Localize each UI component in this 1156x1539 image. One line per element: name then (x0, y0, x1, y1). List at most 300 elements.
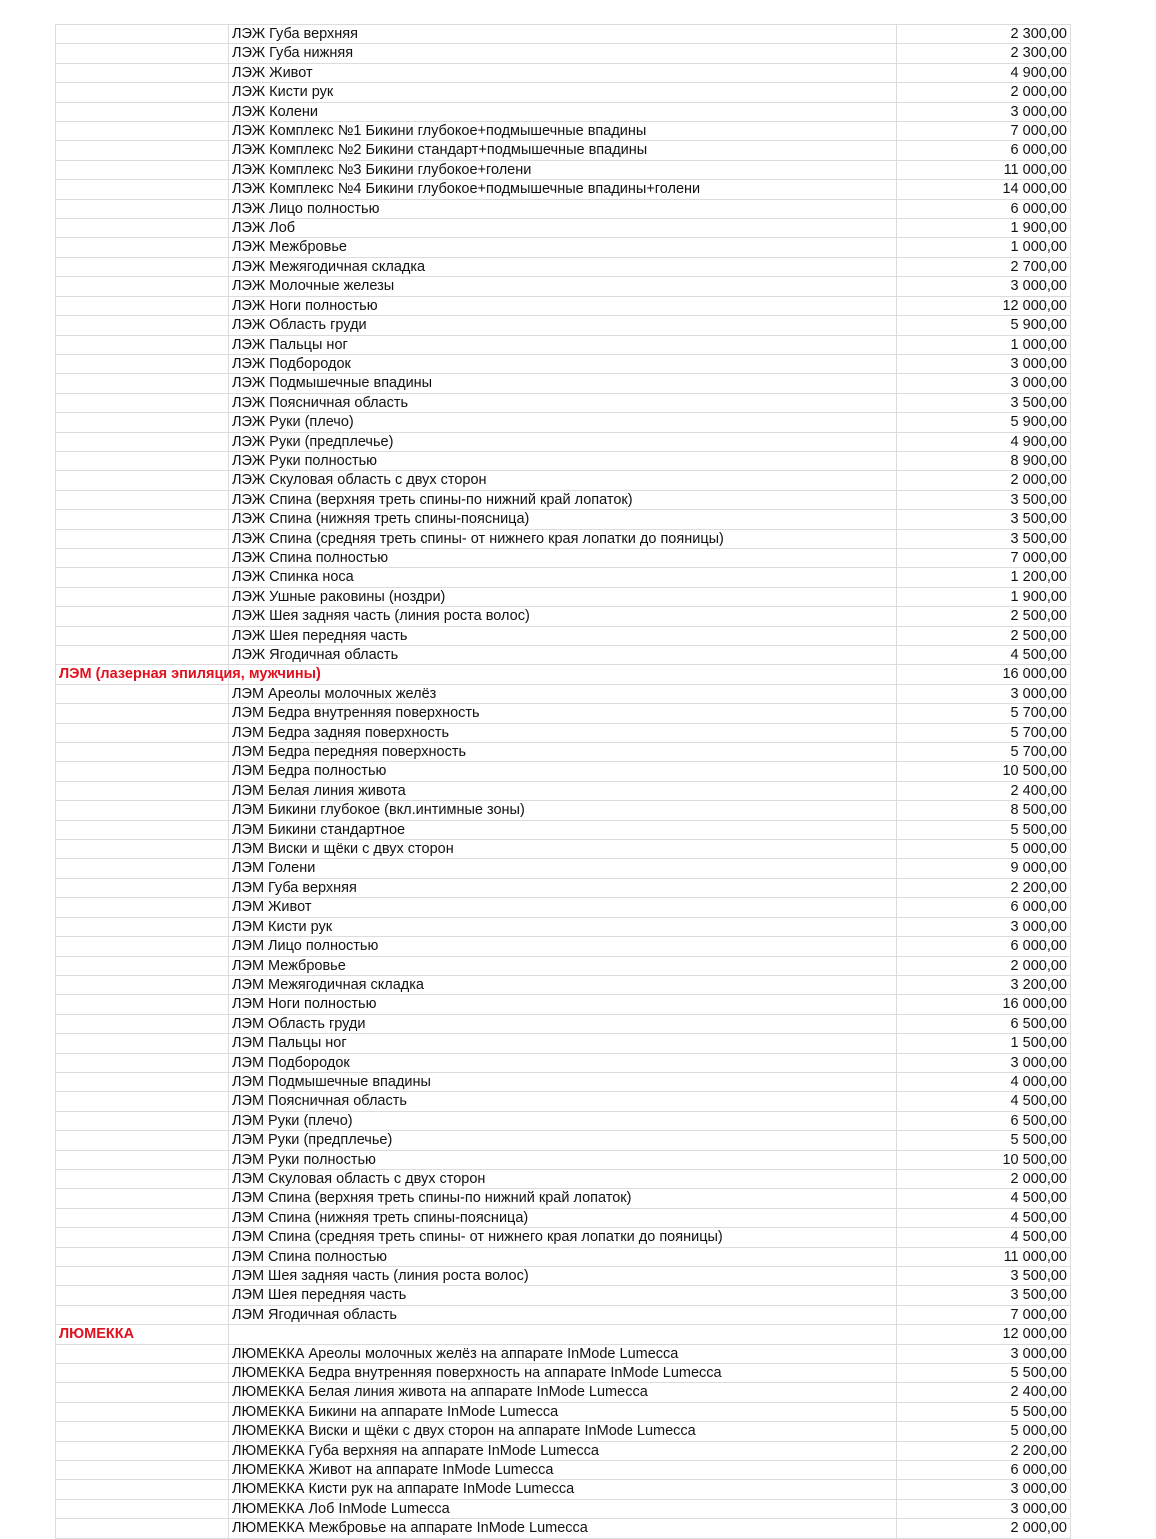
service-name-cell: ЛЭМ Межягодичная складка (229, 975, 897, 994)
table-row (56, 840, 1071, 859)
price-cell: 2 200,00 (897, 878, 1071, 897)
table-row (56, 122, 1071, 141)
table-row (56, 1383, 1071, 1402)
category-cell (56, 1131, 229, 1150)
category-cell (56, 801, 229, 820)
service-name-cell: ЛЭЖ Подмышечные впадины (229, 374, 897, 393)
table-row (56, 1422, 1071, 1441)
price-cell: 5 000,00 (897, 1422, 1071, 1441)
category-cell (56, 975, 229, 994)
category-cell (56, 316, 229, 335)
category-cell (56, 63, 229, 82)
price-cell: 2 300,00 (897, 25, 1071, 44)
category-cell (56, 413, 229, 432)
table-row (56, 1402, 1071, 1421)
category-cell (56, 122, 229, 141)
service-name-cell: ЛЭЖ Руки (предплечье) (229, 432, 897, 451)
category-cell (56, 937, 229, 956)
table-row (56, 995, 1071, 1014)
service-name-cell: ЛЭЖ Ушные раковины (ноздри) (229, 587, 897, 606)
category-cell (56, 1111, 229, 1130)
service-name-cell: ЛЭМ Область груди (229, 1014, 897, 1033)
price-cell: 3 000,00 (897, 684, 1071, 703)
price-cell: 4 900,00 (897, 432, 1071, 451)
price-cell: 3 000,00 (897, 1053, 1071, 1072)
service-name-cell: ЛЭМ Виски и щёки с двух сторон (229, 840, 897, 859)
price-cell: 1 900,00 (897, 587, 1071, 606)
table-row (56, 1364, 1071, 1383)
service-name-cell: ЛЭМ Спина (верхняя треть спины-по нижний край лопаток) (229, 1189, 897, 1208)
table-row (56, 510, 1071, 529)
price-cell: 5 700,00 (897, 723, 1071, 742)
category-cell (56, 1364, 229, 1383)
category-cell (56, 335, 229, 354)
table-row (56, 316, 1071, 335)
table-row (56, 257, 1071, 276)
category-cell (56, 704, 229, 723)
price-cell: 12 000,00 (897, 296, 1071, 315)
table-row (56, 1150, 1071, 1169)
service-name-cell: ЛЭЖ Скуловая область с двух сторон (229, 471, 897, 490)
category-cell (56, 1461, 229, 1480)
price-cell: 3 500,00 (897, 393, 1071, 412)
price-table (55, 24, 1071, 1539)
table-row (56, 568, 1071, 587)
service-name-cell: ЛЮМЕККА Ареолы молочных желёз на аппарате InMode Lumecca (229, 1344, 897, 1363)
service-name-cell: ЛЭЖ Подбородок (229, 354, 897, 373)
service-name-cell: ЛЭМ Межбровье (229, 956, 897, 975)
price-cell: 1 000,00 (897, 335, 1071, 354)
table-row (56, 1053, 1071, 1072)
table-row (56, 762, 1071, 781)
table-row (56, 548, 1071, 567)
price-cell: 3 000,00 (897, 1499, 1071, 1518)
price-cell: 6 000,00 (897, 141, 1071, 160)
service-name-cell: ЛЮМЕККА Кисти рук на аппарате InMode Lumecca (229, 1480, 897, 1499)
category-cell (56, 1267, 229, 1286)
table-row (56, 277, 1071, 296)
price-cell: 4 900,00 (897, 63, 1071, 82)
table-row (56, 626, 1071, 645)
category-cell (56, 1441, 229, 1460)
category-cell (56, 471, 229, 490)
service-name-cell: ЛЭЖ Руки (плечо) (229, 413, 897, 432)
category-cell (56, 587, 229, 606)
price-cell: 7 000,00 (897, 548, 1071, 567)
price-cell: 3 000,00 (897, 102, 1071, 121)
table-row (56, 743, 1071, 762)
service-name-cell: ЛЭМ Ягодичная область (229, 1305, 897, 1324)
service-name-cell: ЛЭМ Пальцы ног (229, 1034, 897, 1053)
service-name-cell: ЛЭМ Бедра задняя поверхность (229, 723, 897, 742)
price-cell: 6 000,00 (897, 1461, 1071, 1480)
category-cell (56, 83, 229, 102)
table-row (56, 413, 1071, 432)
price-cell: 2 000,00 (897, 956, 1071, 975)
category-cell (56, 1519, 229, 1538)
table-row (56, 937, 1071, 956)
service-name-cell: ЛЭЖ Шея передняя часть (229, 626, 897, 645)
table-row (56, 1267, 1071, 1286)
table-row (56, 801, 1071, 820)
table-row (56, 1208, 1071, 1227)
service-name-cell: ЛЭМ Спина полностью (229, 1247, 897, 1266)
category-cell (56, 568, 229, 587)
price-cell: 11 000,00 (897, 160, 1071, 179)
table-row (56, 238, 1071, 257)
service-name-cell: ЛЮМЕККА Живот на аппарате InMode Lumecca (229, 1461, 897, 1480)
table-row (56, 180, 1071, 199)
service-name-cell: ЛЭЖ Руки полностью (229, 451, 897, 470)
price-cell: 5 700,00 (897, 743, 1071, 762)
category-cell (56, 1053, 229, 1072)
service-name-cell: ЛЭЖ Лоб (229, 219, 897, 238)
table-row (56, 1034, 1071, 1053)
table-row (56, 956, 1071, 975)
table-row (56, 1189, 1071, 1208)
price-cell: 3 000,00 (897, 277, 1071, 296)
service-name-cell: ЛЭЖ Поясничная область (229, 393, 897, 412)
category-cell (56, 180, 229, 199)
category-cell (56, 917, 229, 936)
price-cell: 4 500,00 (897, 646, 1071, 665)
service-name-cell: ЛЭЖ Межбровье (229, 238, 897, 257)
service-name-cell: ЛЭМ Спина (нижняя треть спины-поясница) (229, 1208, 897, 1227)
price-cell: 3 500,00 (897, 1286, 1071, 1305)
category-cell (56, 490, 229, 509)
service-name-cell (229, 665, 897, 684)
category-cell (56, 646, 229, 665)
table-row (56, 471, 1071, 490)
category-cell (56, 1228, 229, 1247)
table-row (56, 160, 1071, 179)
table-row (56, 219, 1071, 238)
category-cell (56, 684, 229, 703)
service-name-cell: ЛЭЖ Молочные железы (229, 277, 897, 296)
price-cell: 2 500,00 (897, 626, 1071, 645)
price-cell: 4 000,00 (897, 1072, 1071, 1091)
table-row (56, 878, 1071, 897)
category-cell (56, 257, 229, 276)
category-cell (56, 723, 229, 742)
category-cell (56, 1247, 229, 1266)
service-name-cell: ЛЭМ Бикини глубокое (вкл.интимные зоны) (229, 801, 897, 820)
category-cell (56, 781, 229, 800)
table-row (56, 63, 1071, 82)
price-cell: 5 700,00 (897, 704, 1071, 723)
category-cell (56, 354, 229, 373)
category-cell (56, 1344, 229, 1363)
service-name-cell: ЛЭЖ Пальцы ног (229, 335, 897, 354)
price-cell: 6 500,00 (897, 1014, 1071, 1033)
price-cell: 2 000,00 (897, 1169, 1071, 1188)
table-row (56, 684, 1071, 703)
price-cell: 1 500,00 (897, 1034, 1071, 1053)
service-name-cell: ЛЭМ Подбородок (229, 1053, 897, 1072)
price-cell: 3 000,00 (897, 374, 1071, 393)
service-name-cell: ЛЮМЕККА Белая линия живота на аппарате InMode Lumecca (229, 1383, 897, 1402)
price-cell: 6 000,00 (897, 937, 1071, 956)
category-cell (56, 219, 229, 238)
category-cell (56, 878, 229, 897)
service-name-cell: ЛЮМЕККА Межбровье на аппарате InMode Lumecca (229, 1519, 897, 1538)
table-row (56, 1072, 1071, 1091)
price-cell: 5 500,00 (897, 1131, 1071, 1150)
table-row (56, 1519, 1071, 1538)
service-name-cell: ЛЭМ Живот (229, 898, 897, 917)
table-row (56, 1305, 1071, 1324)
table-row (56, 296, 1071, 315)
price-cell: 1 900,00 (897, 219, 1071, 238)
service-name-cell: ЛЭЖ Спина полностью (229, 548, 897, 567)
price-cell: 5 500,00 (897, 1364, 1071, 1383)
category-cell (56, 25, 229, 44)
service-name-cell: ЛЭЖ Межягодичная складка (229, 257, 897, 276)
price-cell: 5 900,00 (897, 316, 1071, 335)
price-cell: 5 500,00 (897, 820, 1071, 839)
category-cell (56, 820, 229, 839)
category-cell (56, 607, 229, 626)
service-name-cell: ЛЭМ Ареолы молочных желёз (229, 684, 897, 703)
category-cell (56, 1499, 229, 1518)
price-cell: 3 500,00 (897, 510, 1071, 529)
service-name-cell: ЛЭЖ Шея задняя часть (линия роста волос) (229, 607, 897, 626)
table-row (56, 25, 1071, 44)
service-name-cell: ЛЭМ Руки (плечо) (229, 1111, 897, 1130)
category-cell (56, 1189, 229, 1208)
category-cell (56, 743, 229, 762)
price-cell: 7 000,00 (897, 1305, 1071, 1324)
service-name-cell: ЛЭЖ Комплекс №1 Бикини глубокое+подмышечные впадины (229, 122, 897, 141)
table-row (56, 704, 1071, 723)
category-cell (56, 238, 229, 257)
category-cell (56, 277, 229, 296)
service-name-cell: ЛЭМ Шея задняя часть (линия роста волос) (229, 1267, 897, 1286)
table-row (56, 529, 1071, 548)
price-cell: 2 400,00 (897, 1383, 1071, 1402)
price-cell: 2 000,00 (897, 83, 1071, 102)
category-cell (56, 626, 229, 645)
service-name-cell: ЛЭМ Кисти рук (229, 917, 897, 936)
section-row (56, 1325, 1071, 1344)
price-cell: 5 900,00 (897, 413, 1071, 432)
category-cell (56, 141, 229, 160)
service-name-cell: ЛЭЖ Комплекс №4 Бикини глубокое+подмышечные впадины+голени (229, 180, 897, 199)
category-cell (56, 160, 229, 179)
table-row (56, 1286, 1071, 1305)
category-cell (56, 1150, 229, 1169)
service-name-cell: ЛЭМ Руки (предплечье) (229, 1131, 897, 1150)
category-cell (56, 102, 229, 121)
table-row (56, 1131, 1071, 1150)
category-cell (56, 1014, 229, 1033)
table-row (56, 1461, 1071, 1480)
table-row (56, 607, 1071, 626)
table-row (56, 1480, 1071, 1499)
service-name-cell: ЛЭМ Подмышечные впадины (229, 1072, 897, 1091)
price-cell: 3 200,00 (897, 975, 1071, 994)
table-row (56, 199, 1071, 218)
section-title: ЛЭМ (лазерная эпиляция, мужчины) (56, 665, 229, 684)
service-name-cell: ЛЭМ Бикини стандартное (229, 820, 897, 839)
price-cell: 1 000,00 (897, 238, 1071, 257)
category-cell (56, 898, 229, 917)
table-row (56, 1092, 1071, 1111)
category-cell (56, 1480, 229, 1499)
category-cell (56, 1092, 229, 1111)
price-cell: 3 500,00 (897, 529, 1071, 548)
price-cell: 5 500,00 (897, 1402, 1071, 1421)
table-row (56, 723, 1071, 742)
table-row (56, 83, 1071, 102)
category-cell (56, 1305, 229, 1324)
table-row (56, 820, 1071, 839)
section-row (56, 665, 1071, 684)
service-name-cell: ЛЭЖ Колени (229, 102, 897, 121)
price-cell: 6 000,00 (897, 898, 1071, 917)
category-cell (56, 840, 229, 859)
table-row (56, 374, 1071, 393)
service-name-cell: ЛЭЖ Спина (верхняя треть спины-по нижний край лопаток) (229, 490, 897, 509)
table-row (56, 917, 1071, 936)
category-cell (56, 548, 229, 567)
table-row (56, 451, 1071, 470)
table-row (56, 781, 1071, 800)
price-cell: 2 000,00 (897, 471, 1071, 490)
service-name-cell: ЛЭЖ Комплекс №2 Бикини стандарт+подмышечные впадины (229, 141, 897, 160)
table-row (56, 1111, 1071, 1130)
table-row (56, 1228, 1071, 1247)
category-cell (56, 393, 229, 412)
price-cell: 12 000,00 (897, 1325, 1071, 1344)
price-cell: 10 500,00 (897, 1150, 1071, 1169)
service-name-cell: ЛЮМЕККА Виски и щёки с двух сторон на аппарате InMode Lumecca (229, 1422, 897, 1441)
category-cell (56, 510, 229, 529)
service-name-cell: ЛЭМ Спина (средняя треть спины- от нижнего края лопатки до пояницы) (229, 1228, 897, 1247)
table-row (56, 432, 1071, 451)
section-title: ЛЮМЕККА (56, 1325, 229, 1344)
table-row (56, 898, 1071, 917)
table-row (56, 354, 1071, 373)
service-name-cell: ЛЭЖ Живот (229, 63, 897, 82)
price-cell: 16 000,00 (897, 995, 1071, 1014)
category-cell (56, 296, 229, 315)
price-cell: 11 000,00 (897, 1247, 1071, 1266)
price-cell: 4 500,00 (897, 1189, 1071, 1208)
service-name-cell: ЛЭЖ Кисти рук (229, 83, 897, 102)
price-cell: 5 000,00 (897, 840, 1071, 859)
price-cell: 4 500,00 (897, 1208, 1071, 1227)
price-cell: 8 500,00 (897, 801, 1071, 820)
category-cell (56, 44, 229, 63)
table-row (56, 646, 1071, 665)
category-cell (56, 1422, 229, 1441)
price-cell: 3 000,00 (897, 1480, 1071, 1499)
price-cell: 16 000,00 (897, 665, 1071, 684)
service-name-cell: ЛЭЖ Комплекс №3 Бикини глубокое+голени (229, 160, 897, 179)
table-row (56, 1441, 1071, 1460)
table-row (56, 587, 1071, 606)
price-cell: 1 200,00 (897, 568, 1071, 587)
category-cell (56, 432, 229, 451)
table-row (56, 393, 1071, 412)
table-row (56, 490, 1071, 509)
service-name-cell: ЛЭЖ Спинка носа (229, 568, 897, 587)
table-row (56, 1499, 1071, 1518)
price-cell: 2 700,00 (897, 257, 1071, 276)
category-cell (56, 1208, 229, 1227)
table-row (56, 1247, 1071, 1266)
service-name-cell: ЛЮМЕККА Бедра внутренняя поверхность на аппарате InMode Lumecca (229, 1364, 897, 1383)
service-name-cell: ЛЭМ Ноги полностью (229, 995, 897, 1014)
price-cell: 2 000,00 (897, 1519, 1071, 1538)
category-cell (56, 1072, 229, 1091)
service-name-cell: ЛЭМ Лицо полностью (229, 937, 897, 956)
price-cell: 8 900,00 (897, 451, 1071, 470)
service-name-cell: ЛЭМ Скуловая область с двух сторон (229, 1169, 897, 1188)
category-cell (56, 956, 229, 975)
category-cell (56, 1402, 229, 1421)
price-cell: 2 300,00 (897, 44, 1071, 63)
service-name-cell: ЛЭМ Голени (229, 859, 897, 878)
price-cell: 6 500,00 (897, 1111, 1071, 1130)
category-cell (56, 859, 229, 878)
price-cell: 4 500,00 (897, 1228, 1071, 1247)
category-cell (56, 995, 229, 1014)
service-name-cell: ЛЭЖ Спина (нижняя треть спины-поясница) (229, 510, 897, 529)
price-cell: 7 000,00 (897, 122, 1071, 141)
table-row (56, 859, 1071, 878)
service-name-cell: ЛЭМ Бедра передняя поверхность (229, 743, 897, 762)
table-row (56, 1344, 1071, 1363)
service-name-cell: ЛЭЖ Ягодичная область (229, 646, 897, 665)
price-cell: 3 500,00 (897, 490, 1071, 509)
category-cell (56, 1383, 229, 1402)
table-row (56, 141, 1071, 160)
price-cell: 2 500,00 (897, 607, 1071, 626)
service-name-cell: ЛЭМ Шея передняя часть (229, 1286, 897, 1305)
service-name-cell: ЛЭМ Губа верхняя (229, 878, 897, 897)
service-name-cell: ЛЮМЕККА Лоб InMode Lumecca (229, 1499, 897, 1518)
price-table-body (56, 25, 1071, 1539)
service-name-cell: ЛЭМ Руки полностью (229, 1150, 897, 1169)
service-name-cell: ЛЭЖ Лицо полностью (229, 199, 897, 218)
price-cell: 2 400,00 (897, 781, 1071, 800)
table-row (56, 102, 1071, 121)
service-name-cell: ЛЭМ Бедра внутренняя поверхность (229, 704, 897, 723)
service-name-cell: ЛЭЖ Спина (средняя треть спины- от нижнего края лопатки до пояницы) (229, 529, 897, 548)
category-cell (56, 1034, 229, 1053)
price-cell: 3 500,00 (897, 1267, 1071, 1286)
price-cell: 3 000,00 (897, 1344, 1071, 1363)
category-cell (56, 199, 229, 218)
table-row (56, 1169, 1071, 1188)
category-cell (56, 762, 229, 781)
service-name-cell: ЛЭМ Поясничная область (229, 1092, 897, 1111)
service-name-cell: ЛЮМЕККА Бикини на аппарате InMode Lumecca (229, 1402, 897, 1421)
price-cell: 9 000,00 (897, 859, 1071, 878)
service-name-cell: ЛЭМ Бедра полностью (229, 762, 897, 781)
table-row (56, 1014, 1071, 1033)
price-cell: 4 500,00 (897, 1092, 1071, 1111)
service-name-cell: ЛЭЖ Губа нижняя (229, 44, 897, 63)
category-cell (56, 374, 229, 393)
service-name-cell: ЛЮМЕККА Губа верхняя на аппарате InMode Lumecca (229, 1441, 897, 1460)
category-cell (56, 529, 229, 548)
price-cell: 2 200,00 (897, 1441, 1071, 1460)
price-cell: 6 000,00 (897, 199, 1071, 218)
service-name-cell: ЛЭЖ Губа верхняя (229, 25, 897, 44)
